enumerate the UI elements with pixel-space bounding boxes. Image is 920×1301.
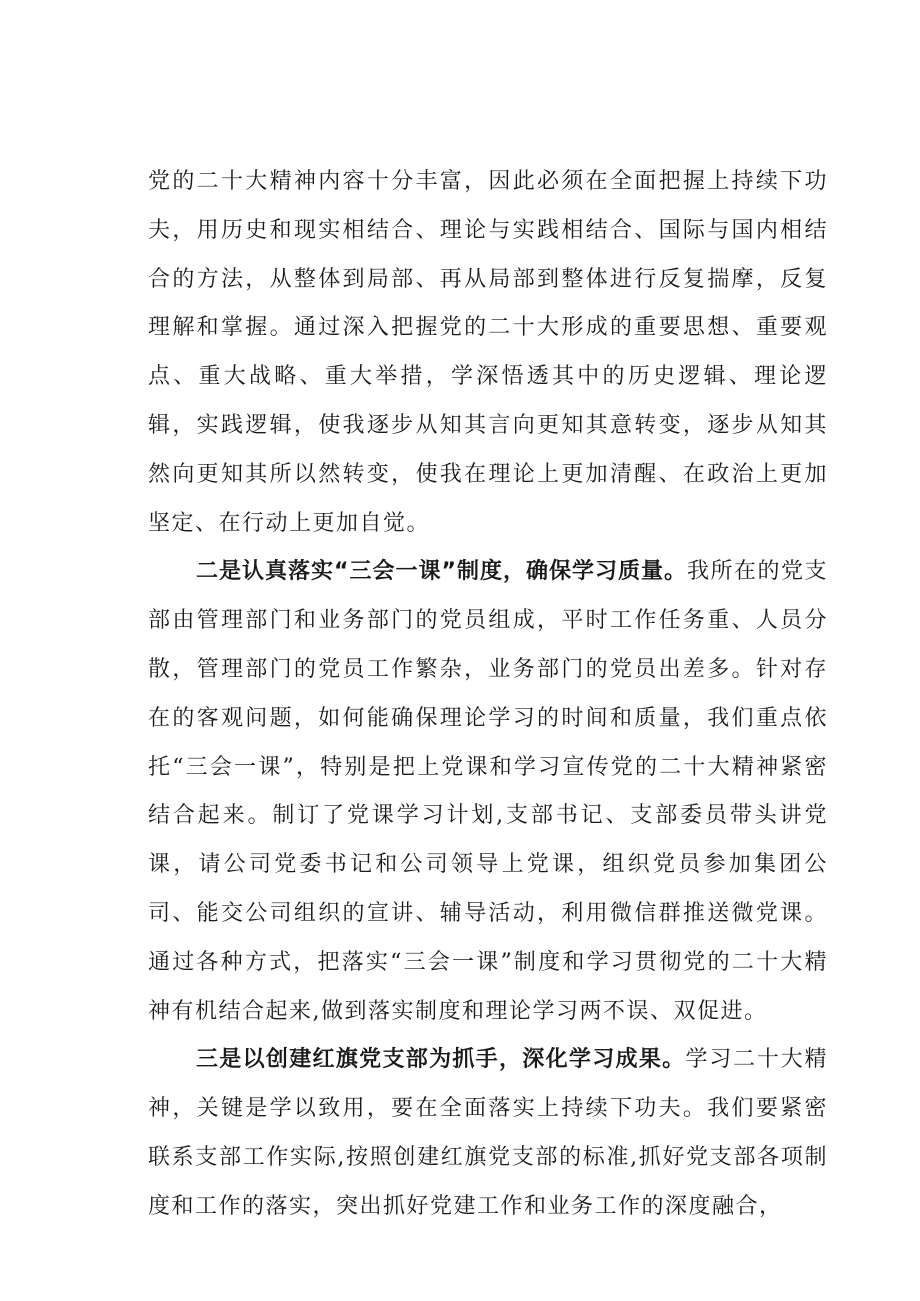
paragraph-2 [148, 548, 828, 1036]
paragraph-3-heading: 三是以创建红旗党支部为抓手，深化学习成果。 [196, 1047, 686, 1073]
paragraph-2-heading: 二是认真落实“三会一课”制度，确保学习质量。 [196, 559, 687, 585]
paragraph-3 [148, 1036, 828, 1231]
paragraph-3-text: 学习二十大精神，关键是学以致用，要在全面落实上持续下功夫。我们要紧密联系支部工作实际,按照创建红旗党支部的标准,抓好党支部各项制度和工作的落实，突出抓好党建工作和业务工作的深度融合， [148, 1047, 828, 1219]
document-body [148, 158, 828, 1232]
paragraph-1-text: 党的二十大精神内容十分丰富，因此必须在全面把握上持续下功夫，用历史和现实相结合、理论与实践相结合、国际与国内相结合的方法，从整体到局部、再从局部到整体进行反复揣摩，反复理解和掌握。通过深入把握党的二十大形成的重要思想、重要观点、重大战略、重大举措，学深悟透其中的历史逻辑、理论逻辑，实践逻辑，使我逐步从知其言向更知其意转变，逐步从知其然向更知其所以然转变，使我在理论上更加清醒、在政治上更加坚定、在行动上更加自觉。 [148, 169, 828, 536]
paragraph-1 [148, 158, 828, 548]
paragraph-2-text: 我所在的党支部由管理部门和业务部门的党员组成，平时工作任务重、人员分散，管理部门的党员工作繁杂，业务部门的党员出差多。针对存在的客观问题，如何能确保理论学习的时间和质量，我们重点依托“三会一课”，特别是把上党课和学习宣传党的二十大精神紧密结合起来。制订了党课学习计划,支部书记、支部委员带头讲党课，请公司党委书记和公司领导上党课，组织党员参加集团公司、能交公司组织的宣讲、辅导活动，利用微信群推送微党课。通过各种方式，把落实“三会一课”制度和学习贯彻党的二十大精神有机结合起来,做到落实制度和理论学习两不误、双促进。 [148, 559, 828, 1024]
